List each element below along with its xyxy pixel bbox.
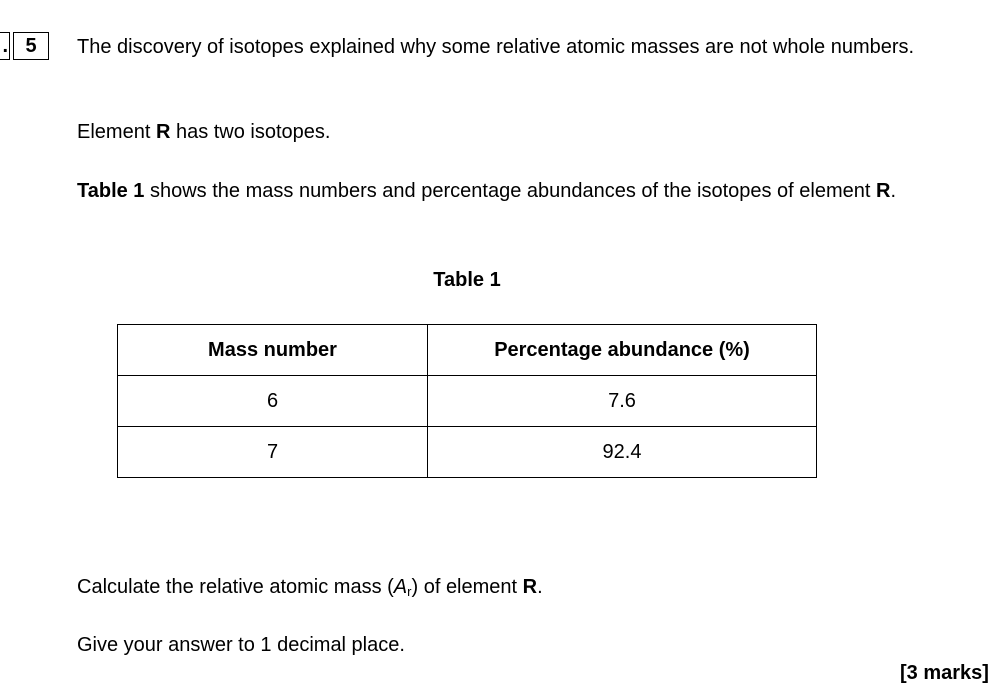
table-row xyxy=(118,376,817,427)
table-reference-element: R xyxy=(876,180,891,202)
table-row xyxy=(118,427,817,478)
header-percentage-abundance: Percentage abundance (%) xyxy=(428,325,817,376)
table-reference-paragraph xyxy=(77,177,967,205)
element-text-pre: Element xyxy=(77,121,156,143)
element-text-post: has two isotopes. xyxy=(170,121,331,143)
question-number-box xyxy=(0,31,49,61)
abundance-cell: 92.4 xyxy=(428,427,817,478)
table-reference: Table 1 xyxy=(77,180,145,202)
calc-symbol: A xyxy=(393,576,408,598)
calc-element: R xyxy=(522,576,538,598)
element-symbol: R xyxy=(155,121,171,143)
abundance-cell: 7.6 xyxy=(428,376,817,427)
marks-label: [3 marks] xyxy=(900,662,989,684)
header-mass-number: Mass number xyxy=(118,325,428,376)
calc-symbol-subscript: r xyxy=(407,584,412,599)
table-reference-text: shows the mass numbers and percentage abundances of the isotopes of element xyxy=(144,180,876,202)
calculation-instruction xyxy=(77,573,967,606)
question-number: 5 xyxy=(13,32,49,60)
question-number-prefix: . xyxy=(0,32,10,60)
calc-text-pre: Calculate the relative atomic mass ( xyxy=(77,576,394,598)
table-title: Table 1 xyxy=(433,269,501,291)
isotope-table xyxy=(117,324,817,478)
calc-text-mid: ) of element xyxy=(411,576,523,598)
table-reference-end: . xyxy=(890,180,897,202)
intro-paragraph: The discovery of isotopes explained why some relative atomic masses are not whole numbers. xyxy=(77,36,915,58)
table-header-row xyxy=(118,325,817,376)
mass-number-cell: 7 xyxy=(118,427,428,478)
precision-instruction: Give your answer to 1 decimal place. xyxy=(77,634,405,656)
mass-number-cell: 6 xyxy=(118,376,428,427)
element-paragraph xyxy=(77,118,967,146)
calc-text-end: . xyxy=(537,576,543,598)
